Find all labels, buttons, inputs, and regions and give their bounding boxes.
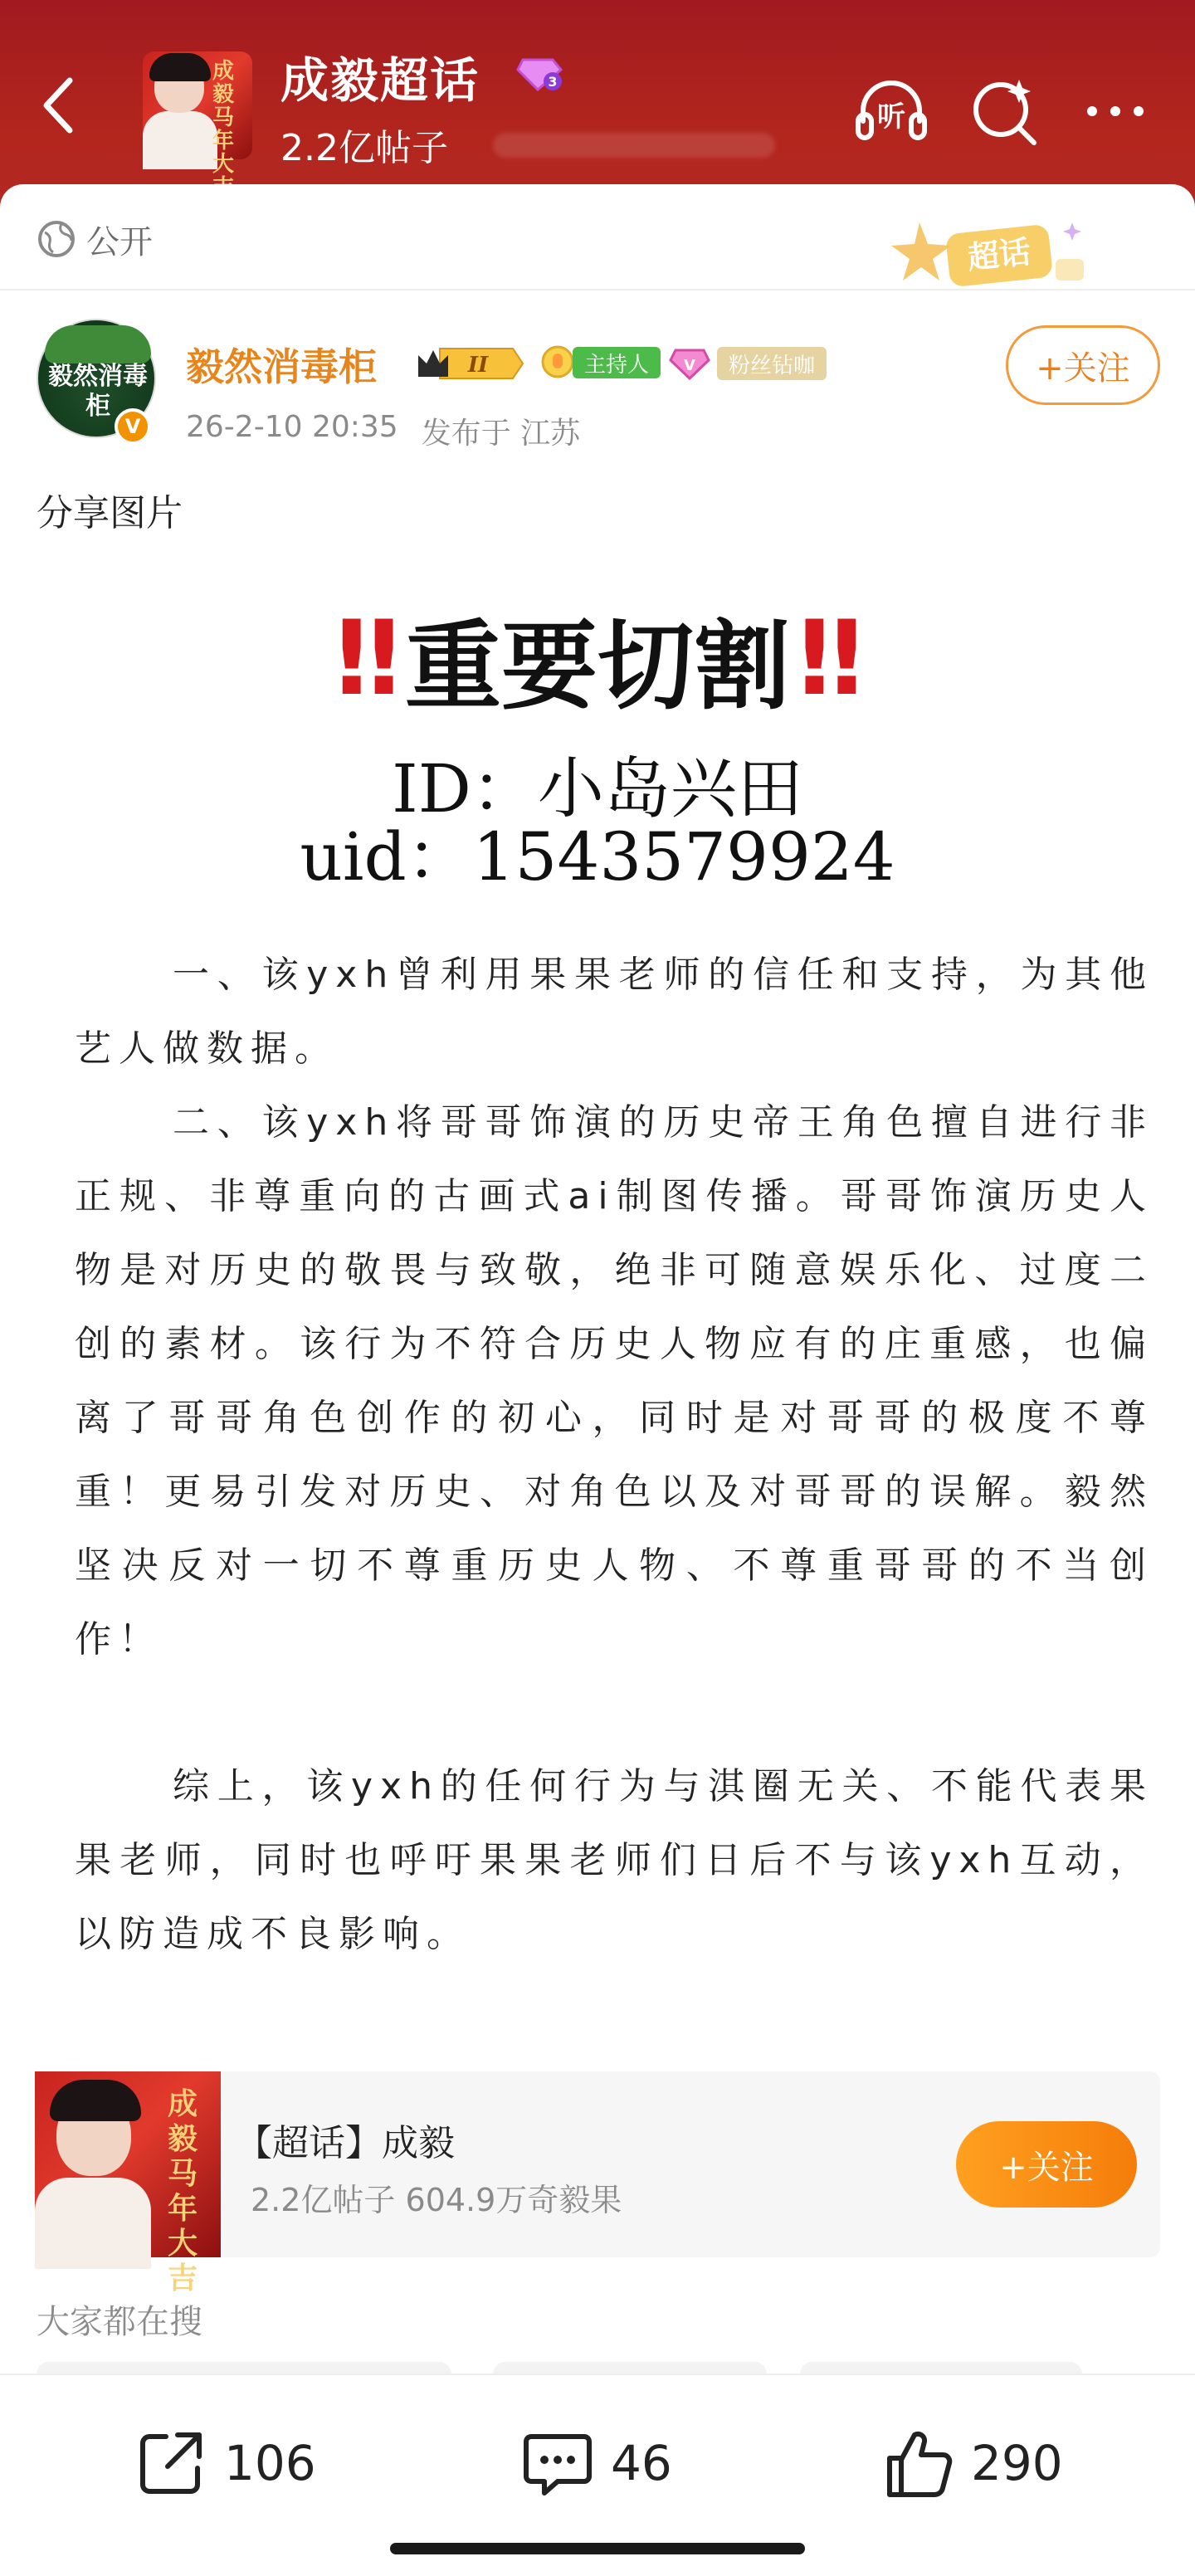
comment-button[interactable] (519, 2422, 672, 2505)
svg-text:3: 3 (548, 74, 558, 90)
follow-topic-button[interactable]: +关注 (956, 2121, 1137, 2208)
image-paragraph: 二、该yxh将哥哥饰演的历史帝王角色擅自进行非正规、非尊重向的古画式ai制图传播。哥哥饰演历史人物是对历史的敬畏与致敬，绝非可随意娱乐化、过度二创的素材。该行为不符合历史人物应有的庄重感，也偏离了哥哥角色创作的初心，同时是对哥哥的极度不尊重！更易引发对历史、对角色以及对哥哥的误解。毅然坚决反对一切不尊重历史人物、不尊重哥哥的不当创作！ (75, 1101, 1154, 1661)
topic-card-title: 【超话】成毅 (236, 2122, 455, 2164)
double-exclamation-icon: ‼ (335, 598, 385, 719)
thumbs-up-icon (880, 2425, 956, 2501)
image-title (37, 589, 1158, 728)
post-image[interactable] (37, 564, 1158, 1992)
fan-badge: 粉丝钻咖 (717, 347, 827, 380)
double-exclamation-icon: ‼ (798, 598, 848, 719)
image-title-text: 重要切割 (405, 611, 790, 723)
topic-title[interactable]: 成毅超话 (280, 52, 480, 109)
post-text: 分享图片 (37, 492, 183, 534)
svg-text:V: V (684, 357, 695, 374)
topic-card-stats: 2.2亿帖子 604.9万奇毅果 (251, 2182, 622, 2218)
globe-icon (37, 219, 76, 259)
thumbnail-calligraphy: 成毅马年大吉 (167, 2086, 198, 2295)
post-location: 发布于 江苏 (421, 417, 581, 451)
topic-card-thumbnail (35, 2071, 221, 2295)
topic-avatar[interactable] (143, 51, 252, 177)
back-button[interactable] (33, 68, 83, 143)
topic-card[interactable] (35, 2071, 1160, 2295)
diamond-level-icon (516, 55, 564, 91)
share-icon (133, 2425, 209, 2501)
visibility-label: 公开 (86, 222, 153, 261)
crown-level-badge (415, 344, 524, 383)
comment-icon (519, 2425, 596, 2501)
follow-author-button[interactable]: +关注 (1006, 325, 1160, 405)
image-paragraph: 一、该yxh曾利用果果老师的信任和支持，为其他艺人做数据。 (75, 954, 1154, 1070)
listen-icon (851, 71, 931, 151)
image-uid-line: uid：1543579924 (300, 818, 895, 895)
like-count: 290 (971, 2435, 1063, 2491)
like-button[interactable] (880, 2422, 1063, 2505)
blurred-subtitle (493, 133, 775, 158)
comment-count: 46 (611, 2435, 672, 2491)
home-indicator[interactable] (390, 2543, 805, 2554)
search-icon (964, 71, 1044, 151)
verified-badge: V (115, 408, 151, 445)
avatar-calligraphy: 成毅马年大 (212, 59, 235, 177)
supertopic-stamp-icon (910, 214, 1100, 294)
post-time: 26-2-10 20:35 (186, 410, 398, 444)
svg-text:II: II (467, 353, 489, 378)
share-button[interactable] (133, 2422, 316, 2505)
image-paragraph: 综上，该yxh的任何行为与淇圈无关、不能代表果果老师，同时也呼吁果果老师们日后不与该yxh互动，以防造成不良影响。 (75, 1765, 1154, 1955)
post-meta (186, 410, 580, 452)
author-avatar-text: 毅然消毒柜 (48, 362, 148, 421)
visibility-row (37, 217, 153, 261)
host-badge (539, 344, 661, 382)
host-icon (539, 344, 576, 382)
share-count: 106 (224, 2435, 316, 2491)
topic-post-count: 2.2亿帖子 (280, 127, 448, 169)
listen-button[interactable] (851, 71, 931, 151)
back-icon (40, 76, 76, 135)
divider (0, 289, 1195, 290)
more-button[interactable] (1076, 71, 1155, 151)
image-id-line: ID：小岛兴田 (392, 750, 803, 827)
svg-text:听: 听 (877, 100, 905, 134)
everyone-search-heading: 大家都在搜 (37, 2303, 202, 2341)
host-badge-label: 主持人 (573, 347, 661, 378)
fan-diamond-icon (669, 345, 710, 382)
more-icon (1076, 71, 1155, 151)
author-name[interactable]: 毅然消毒柜 (186, 344, 377, 389)
svg-text:超话: 超话 (965, 233, 1032, 276)
search-button[interactable] (964, 71, 1044, 151)
